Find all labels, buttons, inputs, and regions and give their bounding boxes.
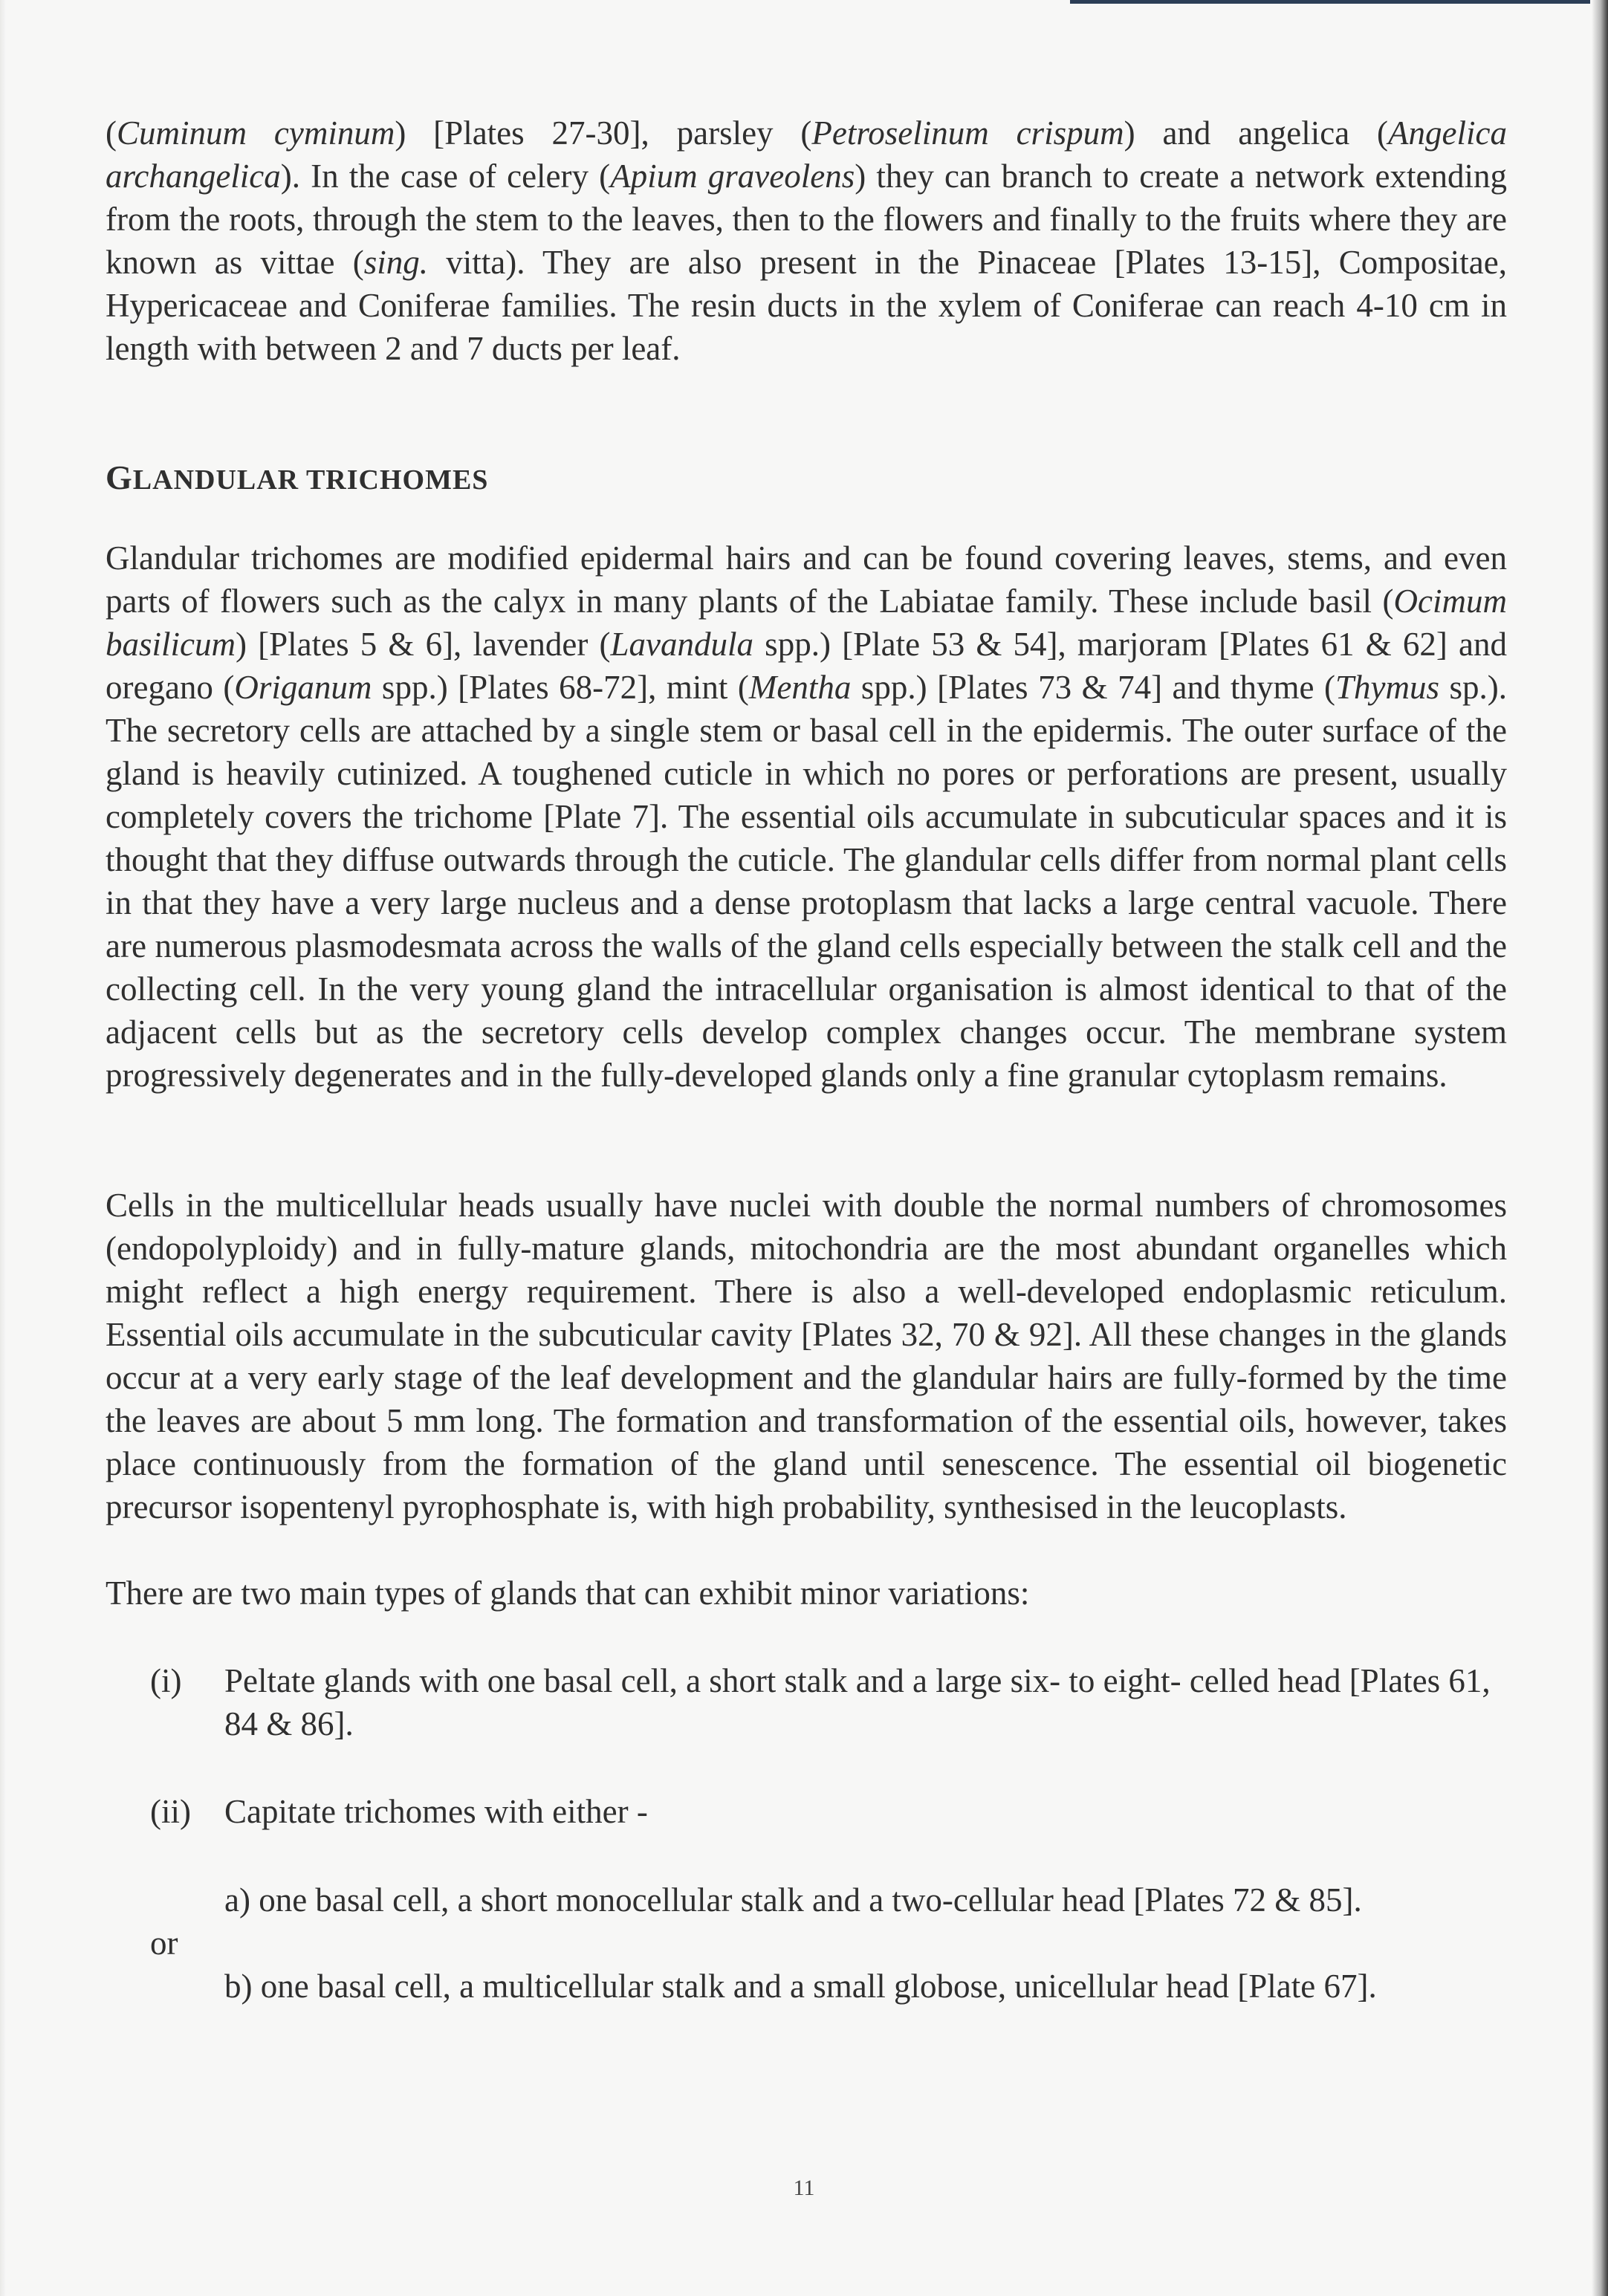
list-item [106, 1790, 1507, 1833]
sub-item-a: a) one basal cell, a short monocellular stalk and a two-cellular head [Plates 72 & 85]. [224, 1881, 1362, 1919]
text-run: spp.) [Plates 73 & 74] and thyme ( [851, 669, 1335, 706]
text-run: ) they can branch to create a network extending from the roots, through the stem to the leaves, then to the flowers and finally to the fruits where they are known as vittae ( [106, 158, 1507, 281]
italic-term: Apium graveolens [610, 158, 855, 195]
italic-term: Mentha [748, 669, 852, 706]
trichomes-paragraph [106, 536, 1507, 1097]
cells-paragraph: Cells in the multicellular heads usually have nuclei with double the normal numbers of chromosomes (endopolyploidy) and in fully-mature glands, mitochondria are the most abundant organelles which might reflect a high energy requirement. There is also a well-developed endoplasmic reticulum. Essential oils accumulate in the subcuticular cavity [Plates 32, 70 & 92]. All these changes in the glands occur at a very early stage of the leaf development and the glandular hairs are fully-formed by the time the leaves are about 5 mm long. The formation and transformation of the essential oils, however, takes place continuously from the formation of the gland until senescence. The essential oil biogenetic precursor isopentenyl pyrophosphate is, with high probability, synthesised in the leucoplasts. [106, 1187, 1507, 1525]
heading-rest: LANDULAR TRICHOMES [132, 464, 489, 496]
text-run: spp.) [Plates 68-72], mint ( [372, 669, 749, 706]
text-run: ) [Plates 27-30], parsley ( [395, 114, 812, 152]
list-number: (ii) [150, 1793, 191, 1830]
list-item [106, 1659, 1507, 1745]
list-intro: There are two main types of glands that can exhibit minor variations: [106, 1575, 1030, 1612]
list-text: Capitate trichomes with either - [224, 1793, 648, 1830]
text-run: Glandular trichomes are modified epidermal hairs and can be found covering leaves, stems, and even parts of flowers such as the calyx in many plants of the Labiatae family. These include basil ( [106, 539, 1507, 620]
italic-term: sing. [363, 244, 428, 281]
text-run: spp.) [Plate 53 & 54], marjoram [Plates 61 & 62] and oregano ( [106, 626, 1508, 706]
italic-term: Ocimum basilicum [106, 583, 1507, 663]
or-label: or [150, 1924, 178, 1962]
text-run: ) [Plates 5 & 6], lavender ( [236, 626, 611, 663]
scan-left-shade [0, 0, 6, 2296]
scan-edge-line [1070, 0, 1590, 4]
text-run: ). In the case of celery ( [280, 158, 611, 195]
text-run: ) and angelica ( [1124, 114, 1389, 152]
sub-item-b: b) one basal cell, a multicellular stalk and a small globose, unicellular head [Plate 67]. [224, 1968, 1377, 2005]
scan-binding-shadow [1592, 0, 1608, 2296]
italic-term: Origanum [234, 669, 372, 706]
text-run: sp.). The secretory cells are attached by a single stem or basal cell in the epidermis. The outer surface of the gland is heavily cutinized. A toughened cuticle in which no pores or perforations are present, usually completely covers the trichome [Plate 7]. The essential oils accumulate in subcuticular spaces and it is thought that they diffuse outwards through the cuticle. The glandular cells differ from normal plant cells in that they have a very large nucleus and a dense protoplasm that lacks a large central vacuole. There are numerous plasmodesmata across the walls of the gland cells especially between the stalk cell and the collecting cell. In the very young gland the intracellular organisation is almost identical to that of the adjacent cells but as the secretory cells develop complex changes occur. The membrane system progressively degenerates and in the fully-developed glands only a fine granular cytoplasm remains. [106, 669, 1507, 1094]
intro-paragraph [106, 111, 1507, 370]
italic-term: Angelica archangelica [106, 114, 1507, 195]
list-number: (i) [150, 1662, 182, 1699]
italic-term: Lavandula [610, 626, 754, 663]
text-run: ( [106, 114, 117, 152]
italic-term: Cuminum cyminum [117, 114, 395, 152]
italic-term: Thymus [1335, 669, 1439, 706]
italic-term: Petroselinum crispum [811, 114, 1124, 152]
page-content [106, 111, 1507, 2008]
page-number: 11 [793, 2176, 815, 2200]
list-text: Peltate glands with one basal cell, a short stalk and a large six- to eight- celled head [Plates 61, 84 & 86]. [224, 1662, 1491, 1742]
text-run: vitta). They are also present in the Pinaceae [Plates 13-15], Compositae, Hypericaceae and Coniferae families. The resin ducts in the xylem of Coniferae can reach 4-10 cm in length with between 2 and 7 ducts per leaf. [106, 244, 1508, 367]
section-heading [106, 458, 1507, 497]
heading-initial: G [106, 458, 133, 496]
